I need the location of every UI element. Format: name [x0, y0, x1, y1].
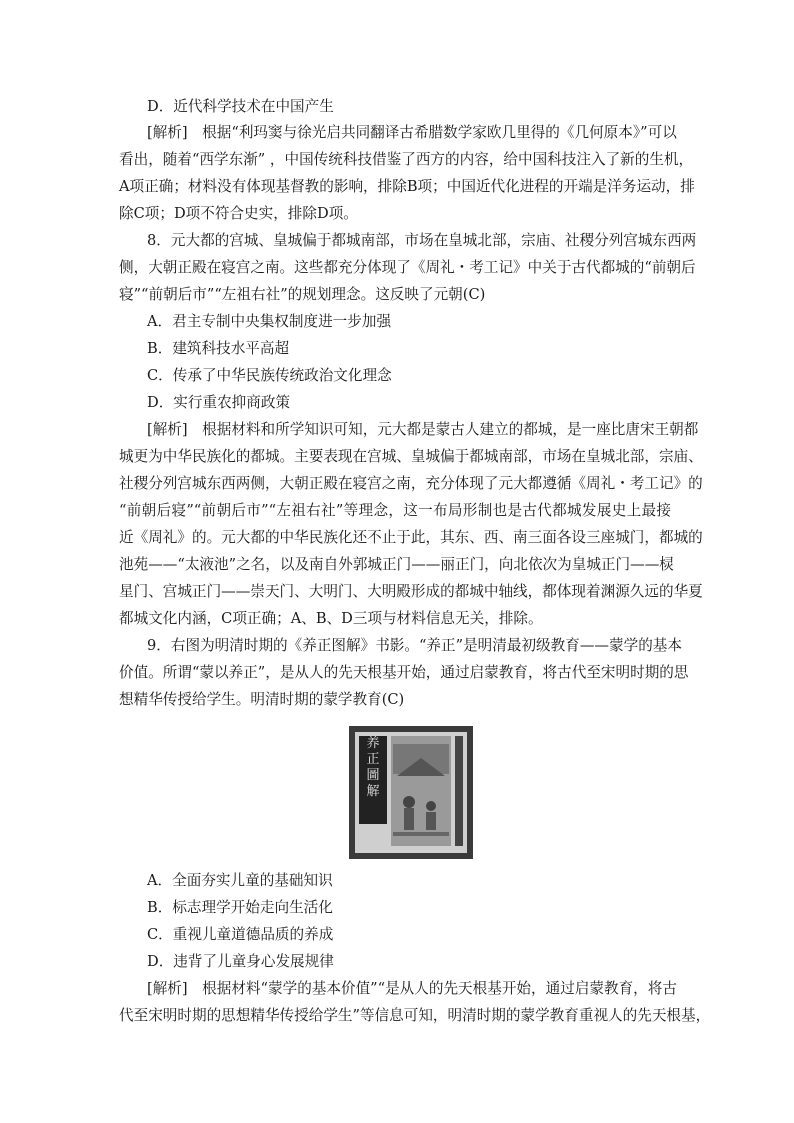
q9-stem-line: 9．右图为明清时期的《养正图解》书影。“养正”是明清最初级教育——蒙学的基本 — [147, 637, 682, 654]
book-title-char: 解 — [366, 784, 380, 799]
q9-stem-line: 价值。所谓“蒙以养正”，是从人的先天根基开始，通过启蒙教育，将古代至宋明时期的思 — [119, 664, 689, 681]
q9-option-d: D．违背了儿童身心发展规律 — [147, 953, 334, 970]
q7-analysis-line: [解析] 根据“利玛窦与徐光启共同翻译古希腊数学家欧几里得的《几何原本》”可以 — [147, 124, 677, 141]
q9-analysis-line: [解析] 根据材料“蒙学的基本价值”“是从人的先天根基开始，通过启蒙教育，将古 — [147, 980, 677, 997]
q7-option-d: D．近代科学技术在中国产生 — [147, 98, 334, 115]
book-spine-strip — [455, 736, 463, 846]
q7-analysis-line: 看出，随着“西学东渐” ，中国传统科技借鉴了西方的内容，给中国科技注入了新的生机， — [119, 151, 694, 168]
q9-analysis-line: 代至宋明时期的思想精华传授给学生”等信息可知，明清时期的蒙学教育重视人的先天根基， — [119, 1007, 711, 1024]
book-title-char: 正 — [366, 752, 380, 767]
book-cover-image — [349, 726, 473, 859]
q9-stem-line: 想精华传授给学生。明清时期的蒙学教育(C) — [119, 691, 405, 708]
q9-option-a: A．全面夯实儿童的基础知识 — [147, 872, 333, 889]
q9-option-c: C．重视儿童道德品质的养成 — [147, 926, 334, 943]
q8-analysis-line: “前朝后寝”“前朝后市”“左祖右社”等理念，这一布局形制也是古代都城发展史上最接 — [119, 502, 671, 519]
book-title-box — [359, 736, 387, 824]
q8-stem-line: 寝”“前朝后市”“左祖右社”的规划理念。这反映了元朝(C) — [119, 286, 486, 303]
q7-analysis-line: 除C项；D项不符合史实，排除D项。 — [119, 205, 358, 222]
q8-stem-line: 侧，大朝正殿在寝宫之南。这些都充分体现了《周礼・考工记》中关于古代都城的“前朝后 — [119, 259, 696, 276]
illustration-scene — [391, 736, 451, 846]
q8-analysis-line: 社稷分列宫城东西两侧，大朝正殿在寝宫之南，充分体现了元大都遵循《周礼・考工记》的 — [119, 475, 703, 492]
book-title-char: 圖 — [366, 768, 380, 783]
q8-analysis-line: 星门、宫城正门——崇天门、大明门、大明殿形成的都城中轴线，都体现着渊源久远的华夏 — [119, 583, 703, 600]
q8-analysis-line: 都城文化内涵，C项正确；A、B、D三项与材料信息无关，排除。 — [119, 610, 543, 627]
q8-option-b: B．建筑科技水平高超 — [147, 340, 290, 357]
q8-analysis-line: 近《周礼》的。元大都的中华民族化还不止于此，其东、西、南三面各设三座城门，都城的 — [119, 529, 703, 546]
q8-analysis-line: [解析] 根据材料和所学知识可知，元大都是蒙古人建立的都城，是一座比唐宋王朝都 — [147, 421, 699, 438]
book-title-char: 养 — [366, 736, 380, 751]
q8-option-d: D．实行重农抑商政策 — [147, 394, 291, 411]
q8-option-a: A．君主专制中央集权制度进一步加强 — [147, 313, 392, 330]
q8-option-c: C．传承了中华民族传统政治文化理念 — [147, 367, 392, 384]
q9-option-b: B．标志理学开始走向生活化 — [147, 899, 333, 916]
q8-analysis-line: 池苑——“太液池”之名，以及南自外郭城正门——丽正门，向北依次为皇城正门——棂 — [119, 556, 674, 573]
q7-analysis-line: A项正确；材料没有体现基督教的影响，排除B项；中国近代化进程的开端是洋务运动，排 — [119, 178, 695, 195]
q8-stem-line: 8．元大都的宫城、皇城偏于都城南部，市场在皇城北部，宗庙、社稷分列宫城东西两 — [147, 232, 697, 249]
q8-analysis-line: 城更为中华民族化的都城。主要表现在宫城、皇城偏于都城南部，市场在皇城北部，宗庙、 — [119, 448, 703, 465]
